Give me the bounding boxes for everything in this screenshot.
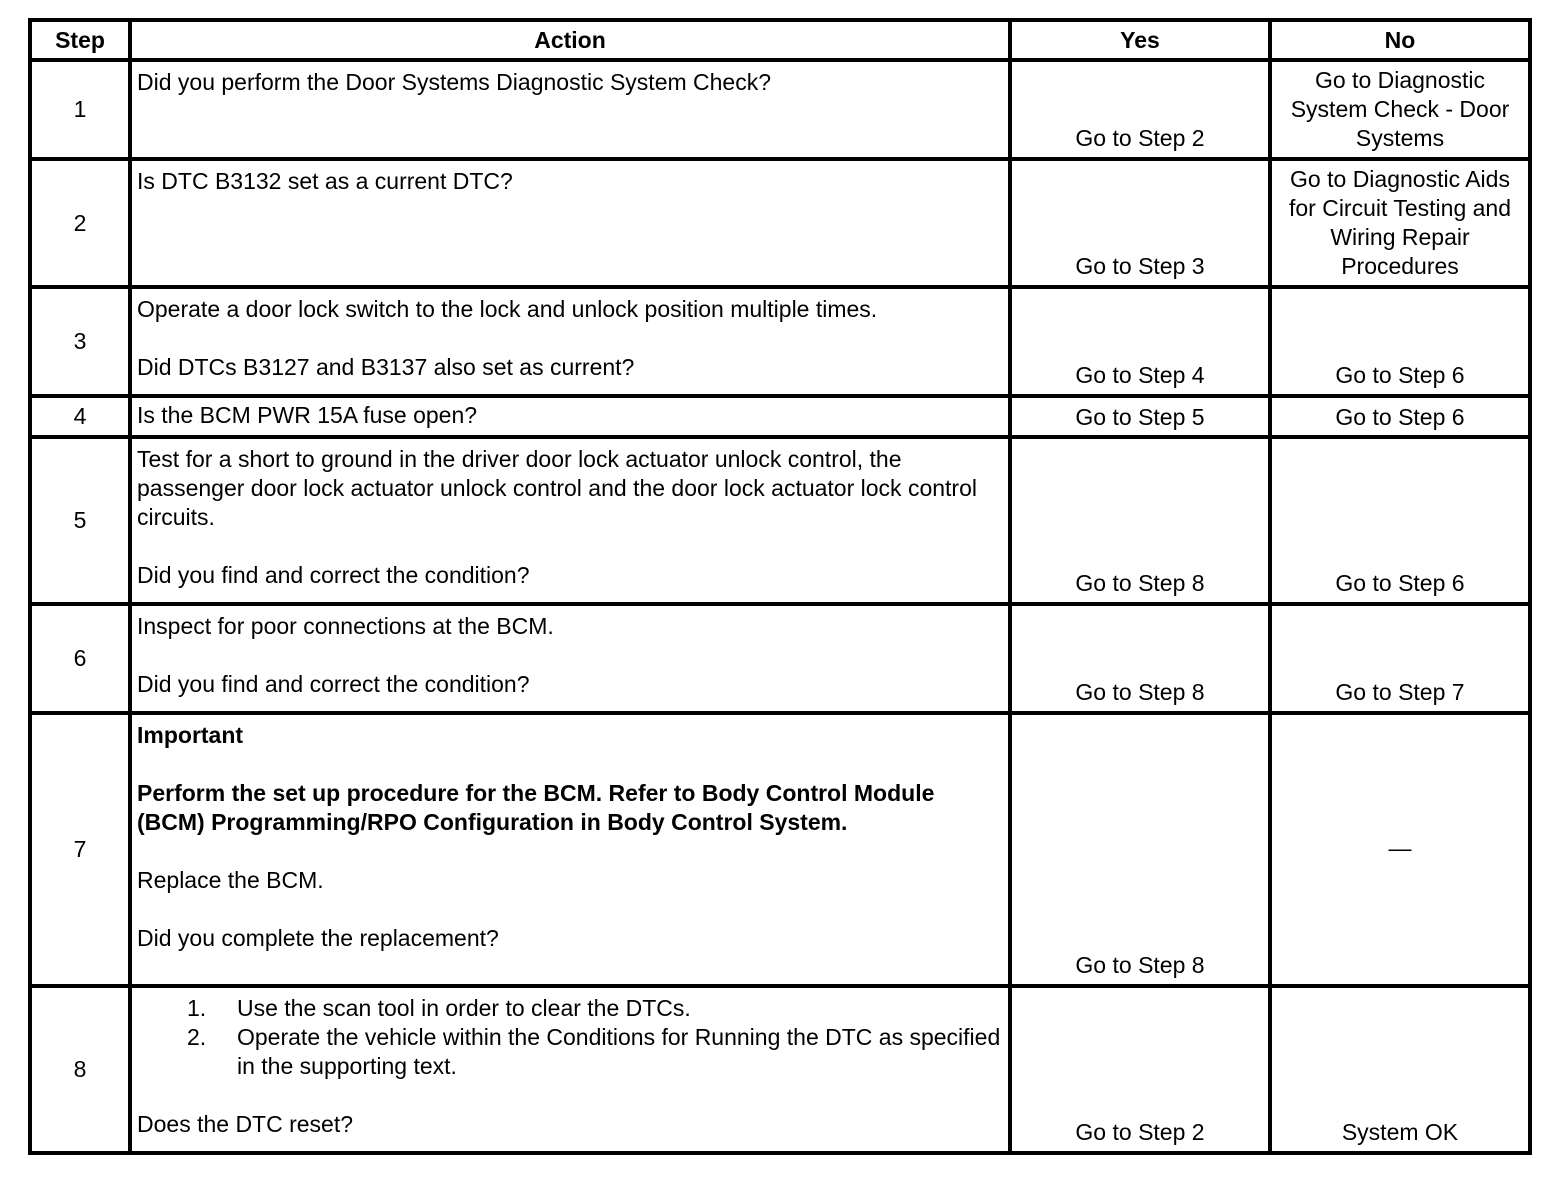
no-cell: Go to Step 7 [1270,604,1530,713]
list-item [187,994,1004,1023]
header-step: Step [30,20,130,60]
important-label: Important [137,722,244,748]
action-cell [130,159,1010,287]
yes-cell: Go to Step 8 [1010,604,1270,713]
no-cell: Go to Diagnostic Aids for Circuit Testing and Wiring Repair Procedures [1270,159,1530,287]
table-row [30,159,1530,287]
step-number: 4 [30,396,130,437]
action-question: Did you complete the replacement? [137,925,499,951]
action-text: Replace the BCM. [137,867,324,893]
list-number: 2. [187,1024,207,1050]
list-text: Use the scan tool in order to clear the DTCs. [237,995,691,1021]
step-number: 1 [30,60,130,159]
step-number: 3 [30,287,130,396]
header-action: Action [130,20,1010,60]
table-row [30,396,1530,437]
action-question: Does the DTC reset? [137,1111,354,1137]
header-row [30,20,1530,60]
no-cell: System OK [1270,986,1530,1153]
action-cell [130,60,1010,159]
step-number: 5 [30,437,130,604]
list-item [187,1023,1004,1081]
header-no: No [1270,20,1530,60]
action-question: Did DTCs B3127 and B3137 also set as current? [137,354,635,380]
step-number: 7 [30,713,130,986]
important-note: Perform the set up procedure for the BCM. Refer to Body Control Module (BCM) Programming/RPO Configuration in Body Control System. [137,780,935,835]
no-cell: Go to Diagnostic System Check - Door Systems [1270,60,1530,159]
no-cell: Go to Step 6 [1270,396,1530,437]
action-cell [130,287,1010,396]
yes-cell: Go to Step 3 [1010,159,1270,287]
action-question: Did you find and correct the condition? [137,671,530,697]
table-row [30,986,1530,1153]
step-number: 8 [30,986,130,1153]
table-row [30,287,1530,396]
action-text: Inspect for poor connections at the BCM. [137,613,554,639]
no-cell: Go to Step 6 [1270,287,1530,396]
yes-cell: Go to Step 2 [1010,60,1270,159]
list-text: Operate the vehicle within the Conditions for Running the DTC as specified in the supporting text. [237,1024,1001,1079]
yes-cell: Go to Step 4 [1010,287,1270,396]
yes-cell: Go to Step 8 [1010,437,1270,604]
diagnostic-table [28,18,1532,1155]
action-cell [130,396,1010,437]
step-number: 2 [30,159,130,287]
yes-cell: Go to Step 8 [1010,713,1270,986]
action-text: Is the BCM PWR 15A fuse open? [137,402,478,428]
procedure-list [137,994,1004,1081]
action-text: Is DTC B3132 set as a current DTC? [137,168,513,194]
yes-cell: Go to Step 2 [1010,986,1270,1153]
diagnostic-table-container [28,18,1532,1155]
header-yes: Yes [1010,20,1270,60]
no-cell: Go to Step 6 [1270,437,1530,604]
step-number: 6 [30,604,130,713]
table-row [30,437,1530,604]
action-question: Did you find and correct the condition? [137,562,530,588]
action-text: Did you perform the Door Systems Diagnostic System Check? [137,69,772,95]
list-number: 1. [187,995,207,1021]
action-cell [130,604,1010,713]
table-row [30,713,1530,986]
table-row [30,604,1530,713]
no-cell: — [1270,713,1530,986]
action-text: Test for a short to ground in the driver door lock actuator unlock control, the passenger door lock actuator unlock control and the door lock actuator lock control circuits. [137,446,977,530]
table-row [30,60,1530,159]
yes-cell: Go to Step 5 [1010,396,1270,437]
action-cell [130,713,1010,986]
action-cell [130,437,1010,604]
action-cell [130,986,1010,1153]
action-text: Operate a door lock switch to the lock and unlock position multiple times. [137,296,878,322]
